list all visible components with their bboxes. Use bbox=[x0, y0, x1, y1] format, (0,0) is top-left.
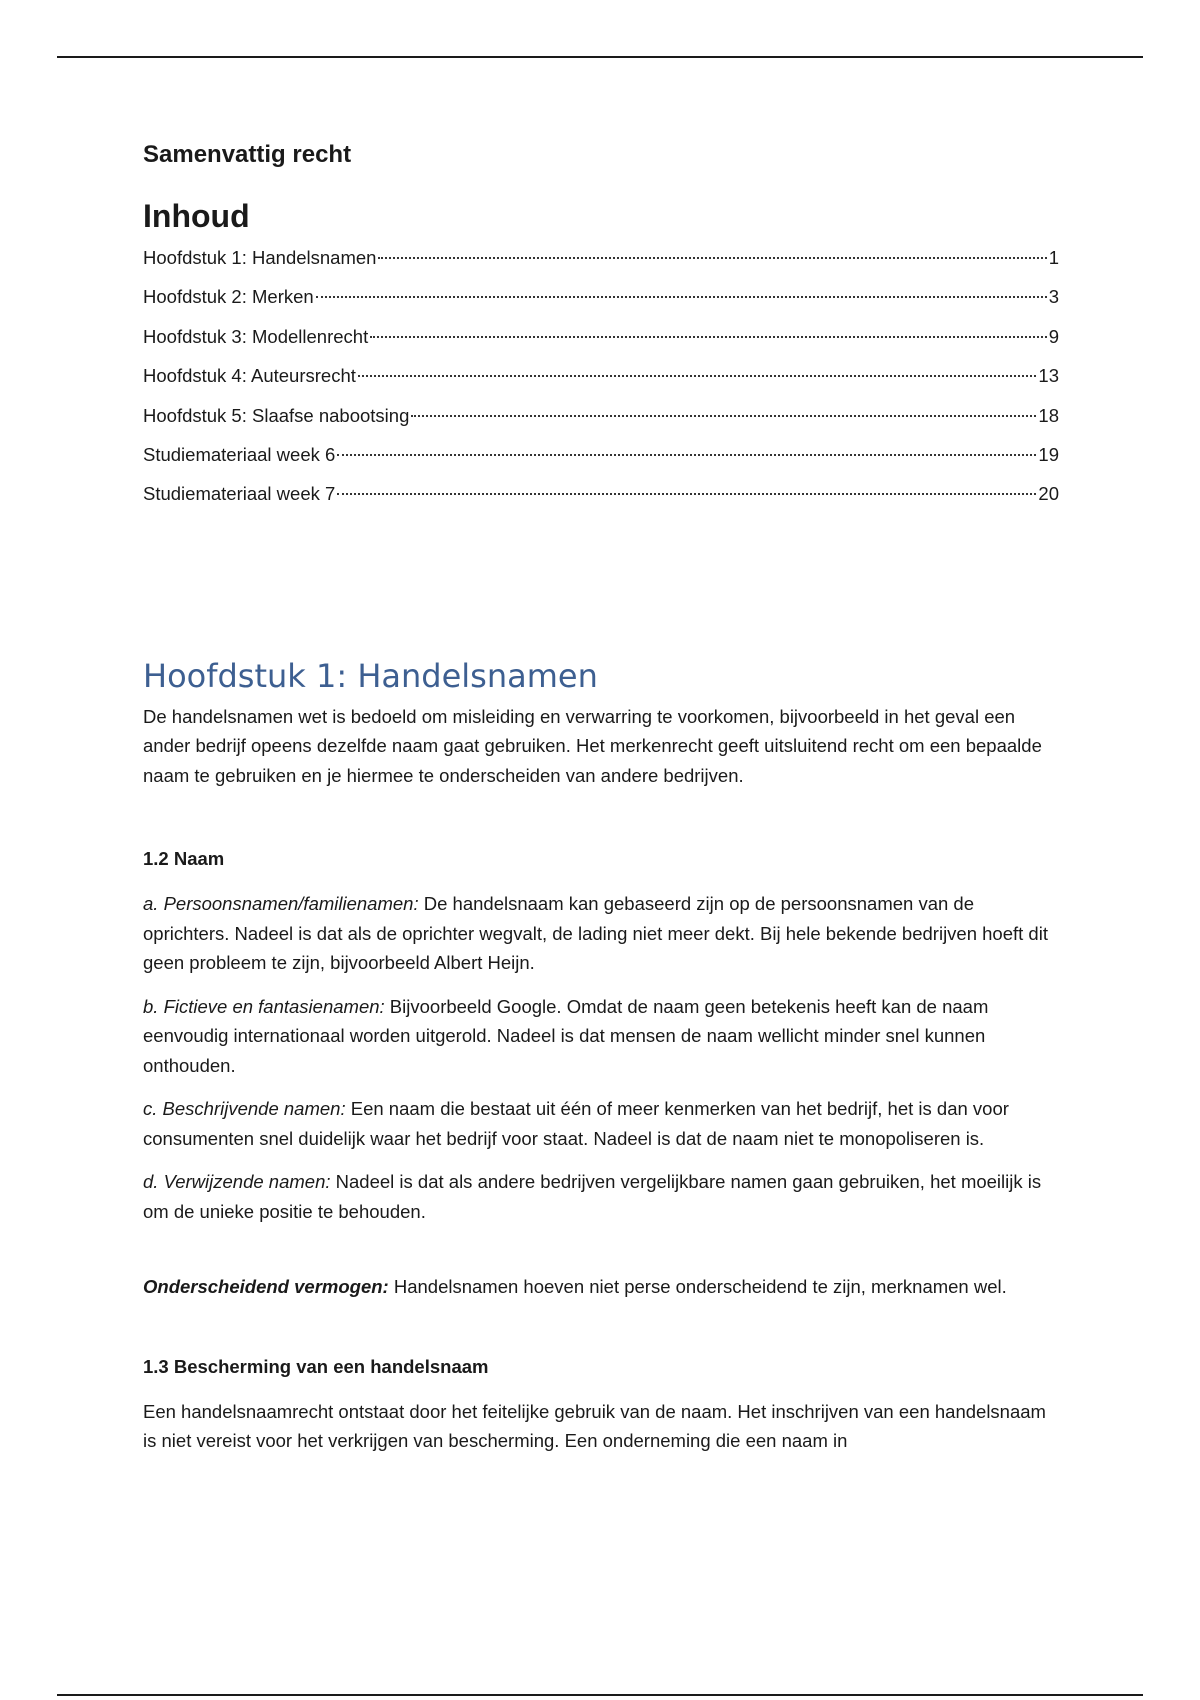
naam-item-text: De handelsnaam kan gebaseerd zijn op de persoonsnamen van de oprichters. Nadeel is dat als de oprichter wegvalt, de lading niet meer dekt. Bij hele bekende bedrijven hoeft dit geen probleem te zijn, bijvoorbeeld Albert Heijn. bbox=[143, 893, 1048, 974]
naam-item-text: Nadeel is dat als andere bedrijven vergelijkbare namen gaan gebruiken, het moeilijk is om de unieke positie te behouden. bbox=[143, 1171, 1042, 1222]
toc-entry-page: 20 bbox=[1038, 483, 1059, 505]
toc-entry-page: 3 bbox=[1048, 286, 1059, 308]
section-bescherming-text: Een handelsnaamrecht ontstaat door het feitelijke gebruik van de naam. Het inschrijven van een handelsnaam is niet vereist voor het verkrijgen van bescherming. Een onderneming die een naam in bbox=[143, 1400, 1046, 1452]
toc-entry-chapter-1[interactable] bbox=[143, 246, 1059, 285]
footer-rule bbox=[57, 1694, 1143, 1696]
distinctive-power-text: Handelsnamen hoeven niet perse onderscheidend te zijn, merknamen wel. bbox=[388, 1276, 1007, 1298]
distinctive-power-paragraph bbox=[143, 1272, 1059, 1302]
toc-entry-chapter-2[interactable] bbox=[143, 285, 1059, 324]
naam-item-term: a. Persoonsnamen/familienamen: bbox=[143, 893, 419, 915]
toc-entry-label: Hoofdstuk 1: Handelsnamen bbox=[143, 247, 377, 268]
naam-item-b bbox=[143, 992, 1059, 1081]
toc-entry-page: 13 bbox=[1038, 365, 1059, 387]
toc-dot-leader bbox=[370, 336, 1046, 338]
toc-heading: Inhoud bbox=[143, 198, 250, 234]
naam-item-term: c. Beschrijvende namen: bbox=[143, 1098, 346, 1120]
document-page bbox=[143, 140, 1059, 1456]
toc-dot-leader bbox=[337, 454, 1036, 456]
toc-dot-leader bbox=[378, 257, 1046, 259]
chapter-1-intro: De handelsnamen wet is bedoeld om misleiding en verwarring te voorkomen, bijvoorbeeld in het geval een ander bedrijf opeens dezelfde naam gaat gebruiken. Het merkenrecht geeft uitsluitend recht om een bepaalde naam te gebruiken en je hiermee te onderscheiden van andere bedrijven. bbox=[143, 705, 1042, 786]
toc-entry-chapter-3[interactable] bbox=[143, 325, 1059, 364]
chapter-1-heading: Hoofdstuk 1: Handelsnamen bbox=[143, 656, 598, 695]
section-bescherming-heading: 1.3 Bescherming van een handelsnaam bbox=[143, 1355, 489, 1377]
toc-entry-page: 1 bbox=[1048, 247, 1059, 268]
toc-entry-chapter-4[interactable] bbox=[143, 364, 1059, 403]
toc-entry-page: 19 bbox=[1038, 443, 1059, 465]
naam-item-text: Bijvoorbeeld Google. Omdat de naam geen betekenis heeft kan de naam eenvoudig internationaal worden uitgerold. Nadeel is dat mensen de naam wellicht minder snel kunnen onthouden. bbox=[143, 995, 989, 1076]
naam-item-d bbox=[143, 1167, 1059, 1226]
toc-entry-label: Studiemateriaal week 7 bbox=[143, 483, 336, 505]
distinctive-power-term: Onderscheidend vermogen: bbox=[143, 1276, 389, 1298]
table-of-contents bbox=[143, 246, 1059, 522]
toc-dot-leader bbox=[316, 296, 1047, 298]
toc-entry-page: 18 bbox=[1038, 404, 1059, 426]
naam-item-text: Een naam die bestaat uit één of meer kenmerken van het bedrijf, het is dan voor consumenten snel duidelijk waar het bedrijf voor staat. Nadeel is dat de naam niet te monopoliseren is. bbox=[143, 1098, 1009, 1149]
toc-dot-leader bbox=[411, 415, 1036, 417]
toc-entry-label: Hoofdstuk 2: Merken bbox=[143, 286, 314, 308]
toc-dot-leader bbox=[337, 493, 1036, 495]
header-rule bbox=[57, 56, 1143, 58]
naam-item-term: d. Verwijzende namen: bbox=[143, 1171, 331, 1193]
toc-entry-page: 9 bbox=[1048, 325, 1059, 347]
toc-entry-label: Hoofdstuk 3: Modellenrecht bbox=[143, 325, 369, 347]
toc-entry-week-7[interactable] bbox=[143, 482, 1059, 521]
naam-item-term: b. Fictieve en fantasienamen: bbox=[143, 995, 385, 1017]
document-title: Samenvattig recht bbox=[143, 141, 352, 168]
naam-item-c bbox=[143, 1094, 1059, 1153]
naam-item-a bbox=[143, 889, 1059, 978]
toc-entry-week-6[interactable] bbox=[143, 443, 1059, 482]
toc-dot-leader bbox=[358, 375, 1037, 377]
toc-entry-label: Studiemateriaal week 6 bbox=[143, 443, 336, 465]
toc-entry-label: Hoofdstuk 5: Slaafse nabootsing bbox=[143, 404, 410, 426]
toc-entry-chapter-5[interactable] bbox=[143, 404, 1059, 443]
section-naam-heading: 1.2 Naam bbox=[143, 848, 225, 870]
toc-entry-label: Hoofdstuk 4: Auteursrecht bbox=[143, 365, 356, 387]
